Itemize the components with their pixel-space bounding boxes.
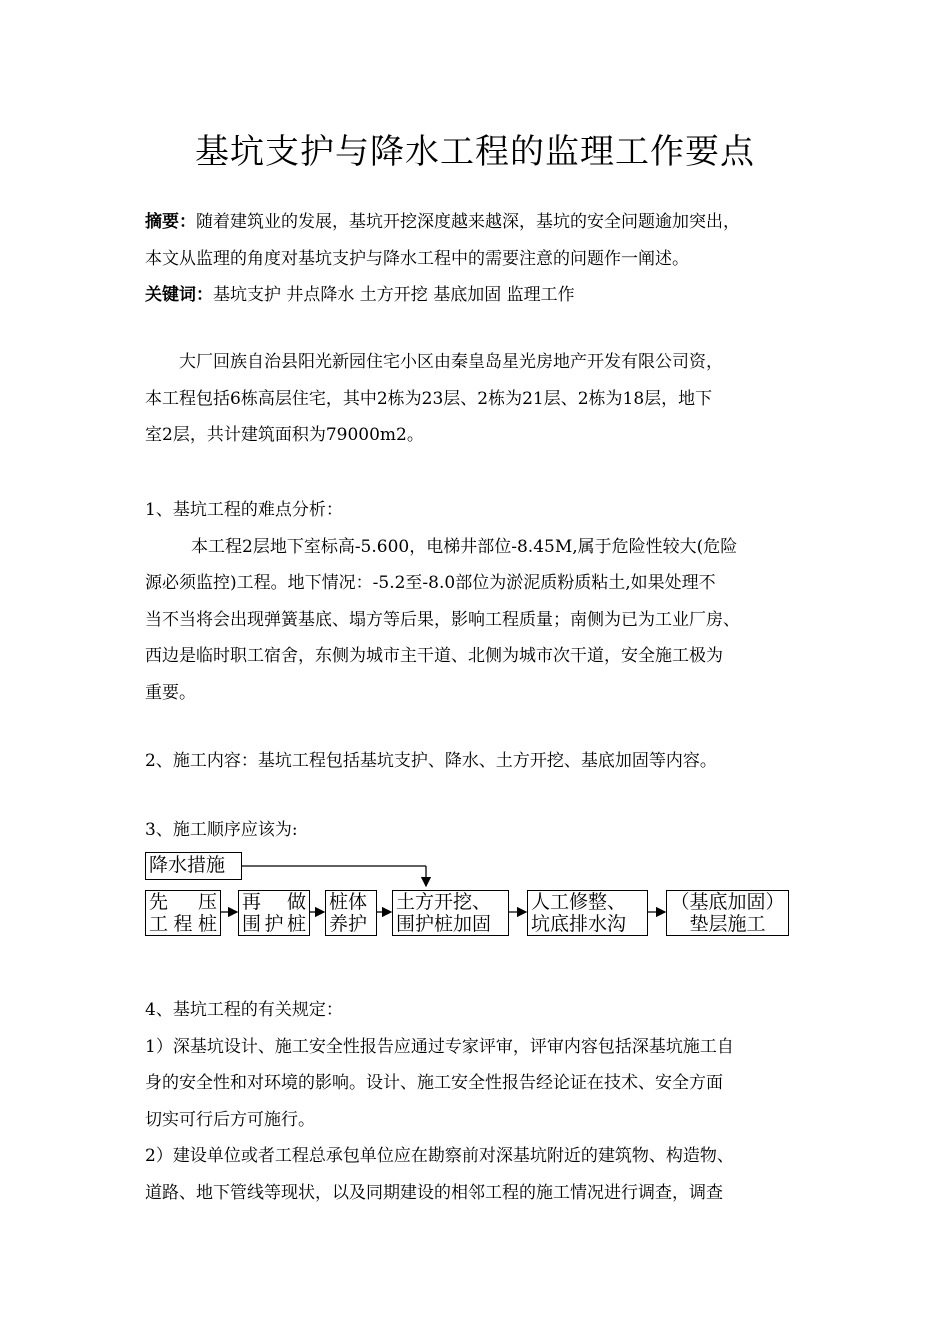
flow-step-2-line-1: 再 做 — [242, 891, 306, 913]
abstract-text-1: 随着建筑业的发展，基坑开挖深度越来越深，基坑的安全问题逾加突出， — [196, 212, 740, 232]
section-1-line-1: 本工程2层地下室标高-5.600，电梯井部位-8.45M,属于危险性较大(危险 — [191, 536, 738, 557]
flow-step-3-line-2: 养护 — [329, 913, 368, 935]
flow-step-6-line-1: （基底加固） — [670, 891, 785, 913]
construction-sequence-flowchart — [140, 850, 800, 940]
flow-step-1-line-1: 先 压 — [149, 891, 217, 913]
section-4-item-2-line-2: 道路、地下管线等现状，以及同期建设的相邻工程的施工情况进行调查，调查 — [145, 1182, 723, 1203]
section-4-item-1-line-1: 1）深基坑设计、施工安全性报告应通过专家评审，评审内容包括深基坑施工自 — [145, 1036, 734, 1057]
abstract-block — [145, 204, 825, 314]
flow-step-4-line-2: 围护桩加固 — [396, 913, 492, 935]
section-1-line-2: 源必须监控)工程。地下情况：-5.2至-8.0部位为淤泥质粉质粘土,如果处理不 — [145, 573, 716, 593]
keywords-text: 基坑支护 井点降水 土方开挖 基底加固 监理工作 — [213, 285, 575, 305]
abstract-label: 摘要： — [145, 212, 196, 232]
section-2 — [145, 743, 825, 780]
flow-step-2-line-2: 围护桩 — [242, 913, 306, 935]
abstract-line-1 — [145, 204, 825, 241]
section-1-line-4: 西边是临时职工宿舍，东侧为城市主干道、北侧为城市次干道，安全施工极为 — [145, 646, 723, 666]
flow-box-dewatering: 降水措施 — [145, 852, 242, 880]
flow-step-3-line-1: 桩体 — [329, 891, 368, 913]
section-1 — [145, 492, 825, 711]
abstract-line-2: 本文从监理的角度对基坑支护与降水工程中的需要注意的问题作一阐述。 — [145, 248, 689, 269]
section-3 — [145, 812, 825, 849]
flow-step-5-line-1: 人工修整、 — [531, 891, 627, 913]
flow-step-5 — [527, 890, 648, 936]
flow-step-2 — [238, 890, 310, 936]
section-3-heading: 3、施工顺序应该为: — [145, 820, 298, 840]
section-4-item-1-line-2: 身的安全性和对环境的影响。设计、施工安全性报告经论证在技术、安全方面 — [145, 1073, 723, 1093]
section-4 — [145, 992, 825, 1211]
keywords-label: 关键词： — [145, 285, 213, 305]
flow-step-3 — [325, 890, 377, 936]
flow-step-1 — [145, 890, 221, 936]
keywords-line — [145, 277, 825, 314]
section-4-item-1-line-3: 切实可行后方可施行。 — [145, 1109, 315, 1130]
intro-line-2: 本工程包括6栋高层住宅，其中2栋为23层、2栋为21层、2栋为18层，地下 — [145, 388, 713, 409]
intro-line-3: 室2层，共计建筑面积为79000m2。 — [145, 425, 424, 445]
intro-block — [145, 344, 825, 454]
page-title: 基坑支护与降水工程的监理工作要点 — [195, 132, 755, 172]
section-1-line-5: 重要。 — [145, 682, 196, 703]
flow-step-4-line-1: 土方开挖、 — [396, 891, 492, 913]
intro-line-1: 大厂回族自治县阳光新园住宅小区由秦皇岛星光房地产开发有限公司资， — [179, 352, 723, 372]
flow-step-4 — [392, 890, 509, 936]
section-4-heading: 4、基坑工程的有关规定： — [145, 1000, 343, 1020]
flow-step-6-line-2: 垫层施工 — [689, 913, 766, 935]
section-4-item-2-line-1: 2）建设单位或者工程总承包单位应在勘察前对深基坑附近的建筑物、构造物、 — [145, 1146, 734, 1166]
flow-step-1-line-2: 工程桩 — [149, 913, 217, 935]
section-1-line-3: 当不当将会出现弹簧基底、塌方等后果，影响工程质量；南侧为已为工业厂房、 — [145, 609, 740, 630]
section-1-heading: 1、基坑工程的难点分析： — [145, 500, 343, 520]
section-2-text: 2、施工内容：基坑工程包括基坑支护、降水、土方开挖、基底加固等内容。 — [145, 751, 717, 771]
flow-step-6 — [666, 890, 789, 936]
flow-step-5-line-2: 坑底排水沟 — [531, 913, 627, 935]
